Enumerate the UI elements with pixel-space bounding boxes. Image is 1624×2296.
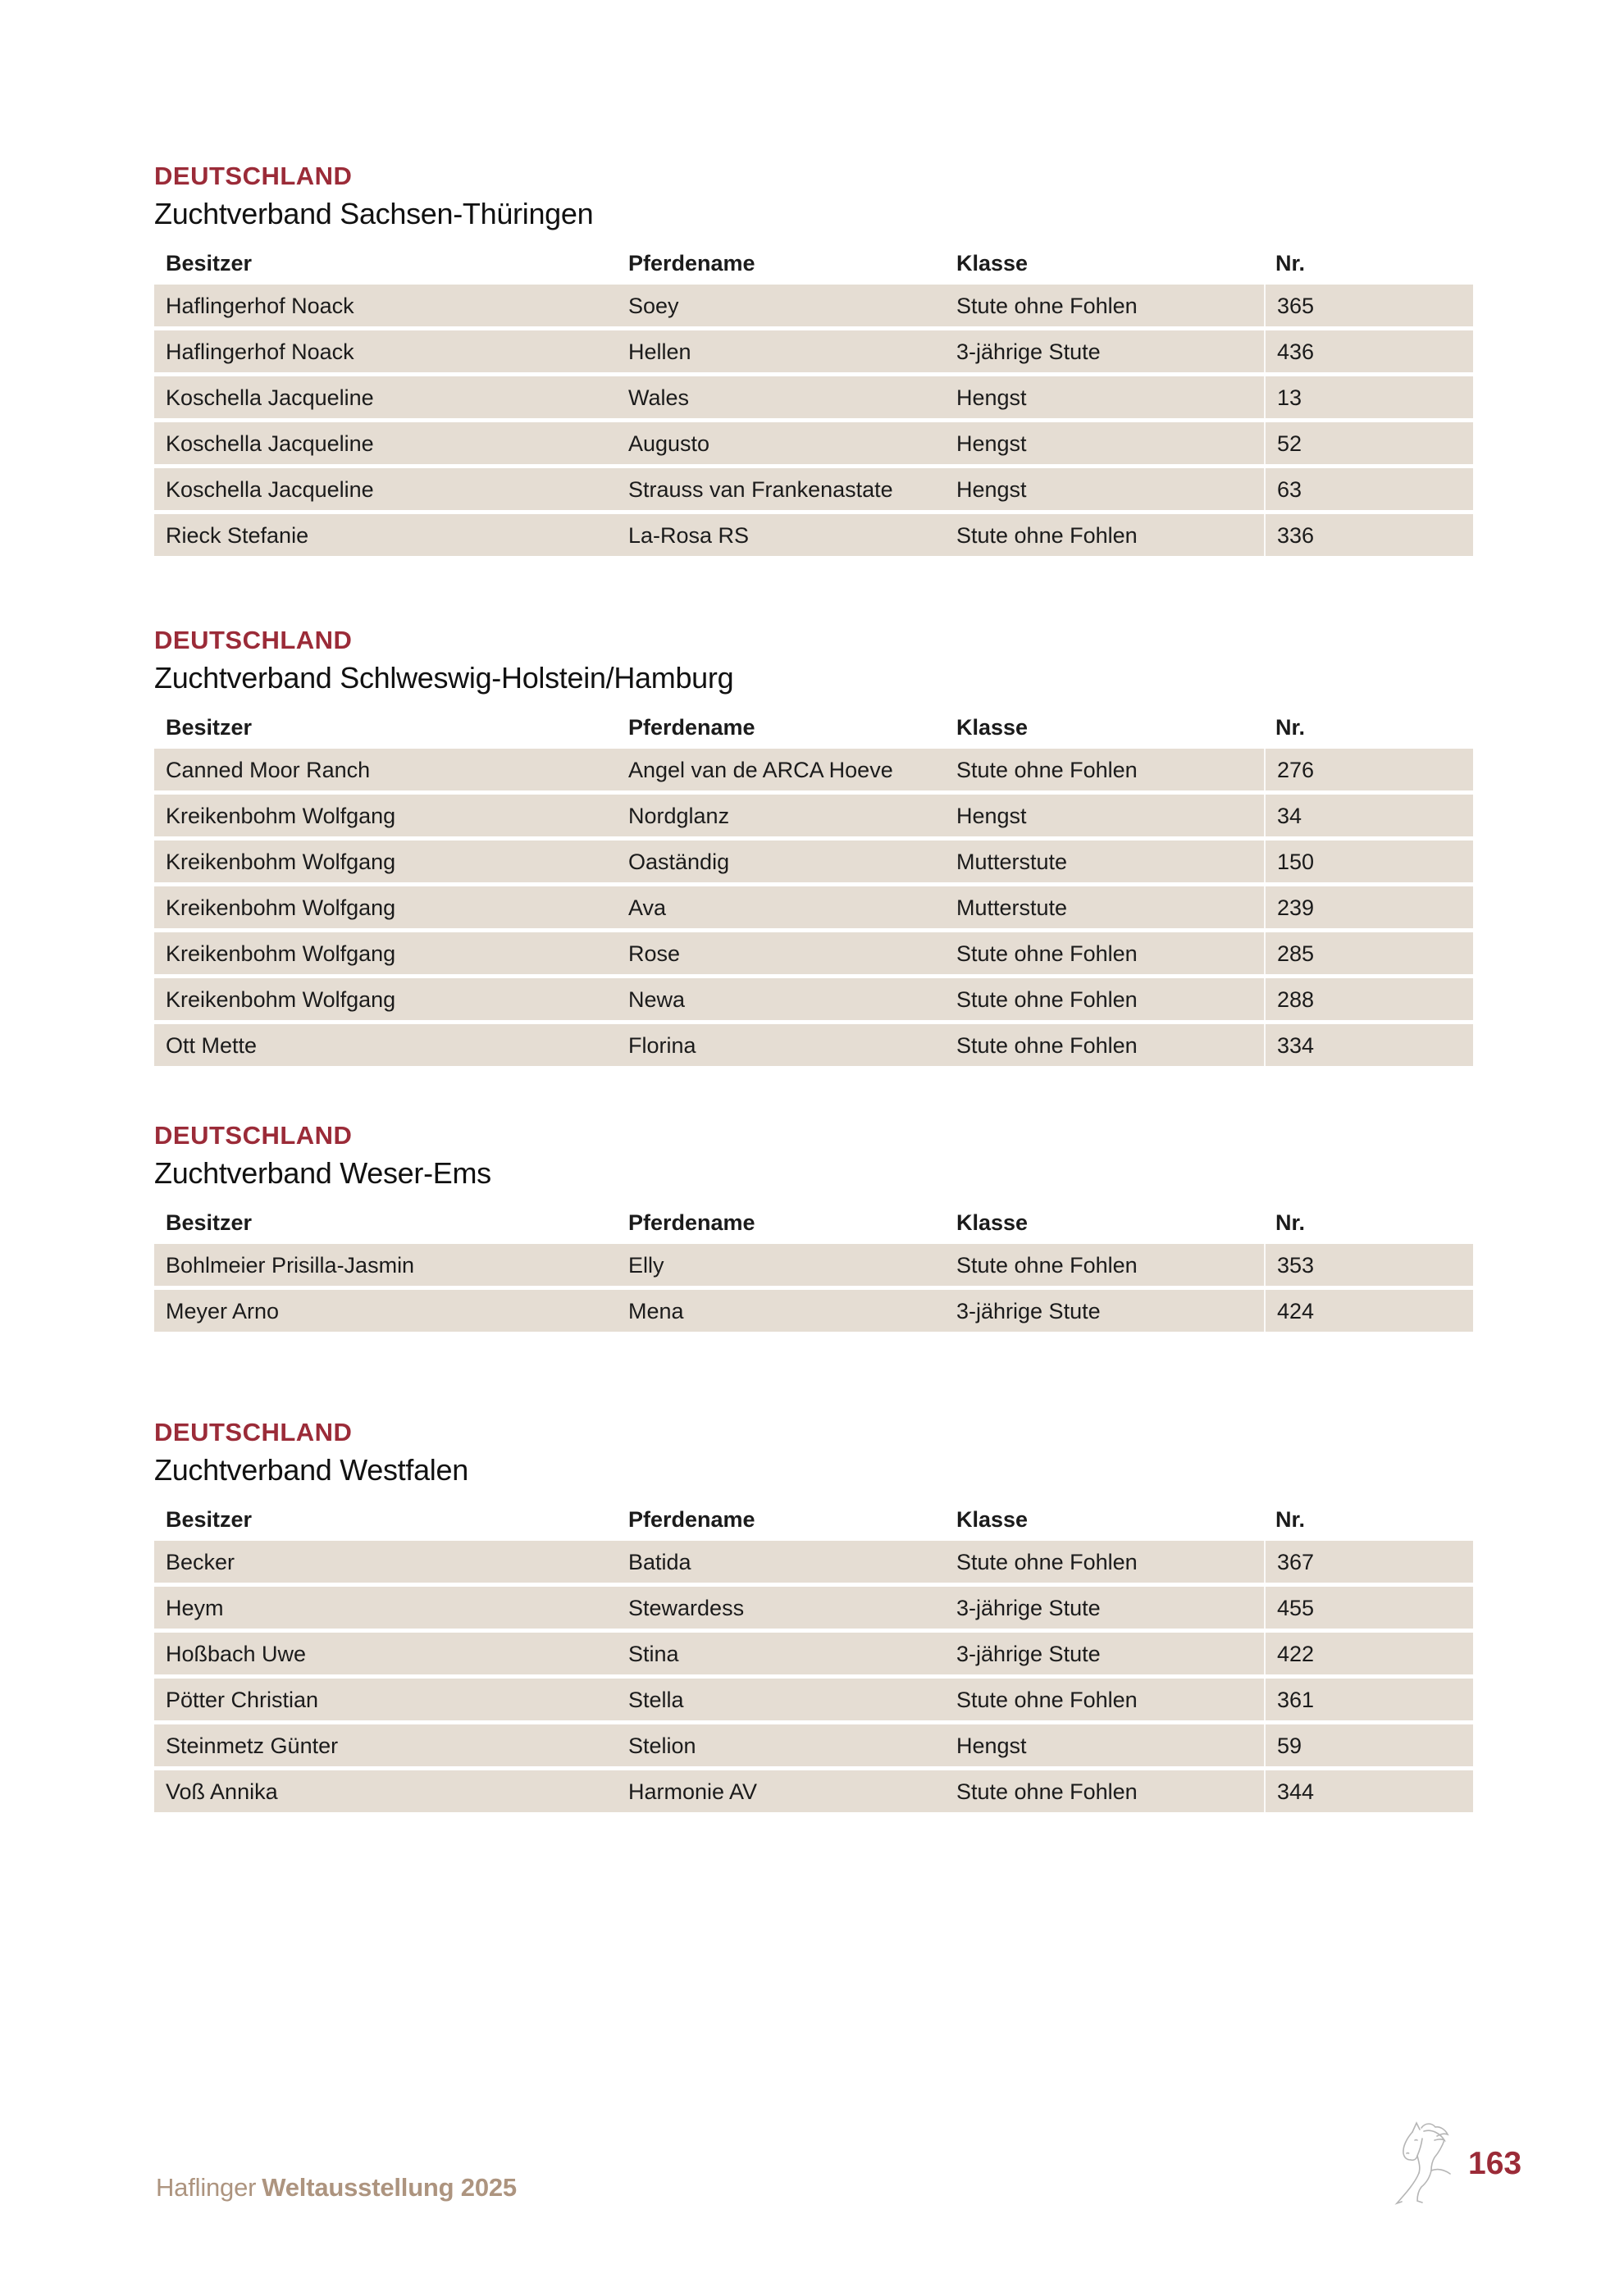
number-cell: 353 <box>1264 1244 1473 1286</box>
column-header-klasse: Klasse <box>956 251 1029 276</box>
column-header-nr: Nr. <box>1275 715 1306 740</box>
table-row <box>154 285 1473 326</box>
owner-cell: Kreikenbohm Wolfgang <box>166 895 396 920</box>
number-cell: 424 <box>1264 1290 1473 1332</box>
horse-name-cell: Augusto <box>628 430 710 456</box>
association-heading: Zuchtverband Westfalen <box>154 1453 468 1487</box>
footer-brand-bold: Weltausstellung 2025 <box>262 2173 517 2202</box>
horse-name-cell: Hellen <box>628 339 691 364</box>
table-row <box>154 795 1473 836</box>
association-heading: Zuchtverband Schlweswig-Holstein/Hamburg <box>154 661 734 695</box>
column-header-pferdename: Pferdename <box>628 715 755 740</box>
owner-cell: Ott Mette <box>166 1032 258 1058</box>
number-cell: 239 <box>1264 886 1473 928</box>
number-cell: 288 <box>1264 978 1473 1020</box>
horse-name-cell: Stelion <box>628 1733 696 1758</box>
column-header-nr: Nr. <box>1275 1507 1306 1532</box>
number-cell: 334 <box>1264 1024 1473 1066</box>
class-cell: Stute ohne Fohlen <box>956 1252 1138 1278</box>
owner-cell: Hoßbach Uwe <box>166 1641 307 1666</box>
table-body <box>154 1244 1473 1332</box>
owner-cell: Meyer Arno <box>166 1298 280 1323</box>
horse-name-cell: La-Rosa RS <box>628 522 750 548</box>
column-header-pferdename: Pferdename <box>628 1210 755 1235</box>
table-body <box>154 749 1473 1066</box>
class-cell: Stute ohne Fohlen <box>956 986 1138 1012</box>
horse-name-cell: Batida <box>628 1549 691 1574</box>
page-number: 163 <box>1468 2146 1522 2181</box>
class-cell: Stute ohne Fohlen <box>956 1032 1138 1058</box>
table-row <box>154 1633 1473 1674</box>
number-cell: 150 <box>1264 840 1473 882</box>
column-header-klasse: Klasse <box>956 1210 1029 1235</box>
class-cell: 3-jährige Stute <box>956 1641 1101 1666</box>
owner-cell: Kreikenbohm Wolfgang <box>166 849 396 874</box>
class-cell: Stute ohne Fohlen <box>956 941 1138 966</box>
owner-cell: Koschella Jacqueline <box>166 476 374 502</box>
column-header-besitzer: Besitzer <box>166 251 253 276</box>
table-row <box>154 1541 1473 1583</box>
owner-cell: Haflingerhof Noack <box>166 339 354 364</box>
table-body <box>154 285 1473 556</box>
owner-cell: Heym <box>166 1595 224 1620</box>
class-cell: Stute ohne Fohlen <box>956 757 1138 782</box>
table-row <box>154 1587 1473 1629</box>
column-header-pferdename: Pferdename <box>628 1507 755 1532</box>
table-row <box>154 1290 1473 1332</box>
class-cell: Stute ohne Fohlen <box>956 1549 1138 1574</box>
table-row <box>154 514 1473 556</box>
class-cell: Hengst <box>956 476 1027 502</box>
class-cell: Hengst <box>956 430 1027 456</box>
table-row <box>154 1679 1473 1720</box>
horse-name-cell: Mena <box>628 1298 684 1323</box>
breed-association-section <box>154 1120 1473 1332</box>
horse-name-cell: Harmonie AV <box>628 1779 758 1804</box>
table-row <box>154 749 1473 790</box>
entries-table <box>154 1209 1473 1332</box>
country-heading: DEUTSCHLAND <box>154 1121 353 1150</box>
column-header-besitzer: Besitzer <box>166 1210 253 1235</box>
entries-table <box>154 249 1473 556</box>
table-header-row <box>154 249 1473 285</box>
number-cell: 336 <box>1264 514 1473 556</box>
horse-name-cell: Stina <box>628 1641 679 1666</box>
class-cell: Stute ohne Fohlen <box>956 1779 1138 1804</box>
column-header-besitzer: Besitzer <box>166 1507 253 1532</box>
horse-name-cell: Wales <box>628 385 690 410</box>
owner-cell: Kreikenbohm Wolfgang <box>166 986 396 1012</box>
number-cell: 285 <box>1264 932 1473 974</box>
column-header-klasse: Klasse <box>956 715 1029 740</box>
country-heading: DEUTSCHLAND <box>154 626 353 654</box>
class-cell: Hengst <box>956 803 1027 828</box>
entries-table <box>154 1506 1473 1812</box>
number-cell: 63 <box>1264 468 1473 510</box>
number-cell: 59 <box>1264 1724 1473 1766</box>
owner-cell: Pötter Christian <box>166 1687 319 1712</box>
table-header-row <box>154 1506 1473 1541</box>
table-row <box>154 1724 1473 1766</box>
column-header-klasse: Klasse <box>956 1507 1029 1532</box>
column-header-nr: Nr. <box>1275 251 1306 276</box>
column-header-besitzer: Besitzer <box>166 715 253 740</box>
number-cell: 13 <box>1264 376 1473 418</box>
number-cell: 344 <box>1264 1770 1473 1812</box>
owner-cell: Kreikenbohm Wolfgang <box>166 803 396 828</box>
class-cell: Mutterstute <box>956 849 1068 874</box>
owner-cell: Bohlmeier Prisilla-Jasmin <box>166 1252 415 1278</box>
horse-name-cell: Angel van de ARCA Hoeve <box>628 757 893 782</box>
number-cell: 422 <box>1264 1633 1473 1674</box>
horse-name-cell: Elly <box>628 1252 664 1278</box>
table-row <box>154 978 1473 1020</box>
horse-name-cell: Nordglanz <box>628 803 730 828</box>
breed-association-section <box>154 1417 1473 1812</box>
entries-table <box>154 713 1473 1066</box>
horse-name-cell: Oaständig <box>628 849 730 874</box>
table-row <box>154 1770 1473 1812</box>
number-cell: 276 <box>1264 749 1473 790</box>
table-row <box>154 376 1473 418</box>
number-cell: 436 <box>1264 330 1473 372</box>
table-row <box>154 886 1473 928</box>
horse-sketch-icon <box>1393 2119 1460 2211</box>
column-header-nr: Nr. <box>1275 1210 1306 1235</box>
table-row <box>154 1024 1473 1066</box>
horse-name-cell: Soey <box>628 293 679 318</box>
owner-cell: Haflingerhof Noack <box>166 293 354 318</box>
horse-name-cell: Rose <box>628 941 681 966</box>
association-heading: Zuchtverband Weser-Ems <box>154 1156 491 1190</box>
owner-cell: Koschella Jacqueline <box>166 430 374 456</box>
catalog-sections <box>154 161 1473 1816</box>
horse-name-cell: Newa <box>628 986 686 1012</box>
class-cell: Mutterstute <box>956 895 1068 920</box>
country-heading: DEUTSCHLAND <box>154 1418 353 1446</box>
owner-cell: Steinmetz Günter <box>166 1733 339 1758</box>
class-cell: Hengst <box>956 1733 1027 1758</box>
number-cell: 365 <box>1264 285 1473 326</box>
number-cell: 34 <box>1264 795 1473 836</box>
footer-brand <box>156 2173 517 2203</box>
horse-name-cell: Florina <box>628 1032 696 1058</box>
footer-brand-regular: Haflinger <box>156 2173 257 2202</box>
table-row <box>154 932 1473 974</box>
table-row <box>154 1244 1473 1286</box>
owner-cell: Voß Annika <box>166 1779 278 1804</box>
horse-name-cell: Stewardess <box>628 1595 745 1620</box>
class-cell: 3-jährige Stute <box>956 1595 1101 1620</box>
horse-name-cell: Stella <box>628 1687 684 1712</box>
table-header-row <box>154 1209 1473 1244</box>
number-cell: 52 <box>1264 422 1473 464</box>
number-cell: 367 <box>1264 1541 1473 1583</box>
table-row <box>154 468 1473 510</box>
class-cell: Stute ohne Fohlen <box>956 1687 1138 1712</box>
owner-cell: Becker <box>166 1549 235 1574</box>
table-row <box>154 840 1473 882</box>
owner-cell: Koschella Jacqueline <box>166 385 374 410</box>
breed-association-section <box>154 161 1473 556</box>
column-header-pferdename: Pferdename <box>628 251 755 276</box>
horse-name-cell: Ava <box>628 895 667 920</box>
owner-cell: Kreikenbohm Wolfgang <box>166 941 396 966</box>
class-cell: Hengst <box>956 385 1027 410</box>
breed-association-section <box>154 625 1473 1066</box>
class-cell: Stute ohne Fohlen <box>956 522 1138 548</box>
table-header-row <box>154 713 1473 749</box>
owner-cell: Rieck Stefanie <box>166 522 309 548</box>
class-cell: Stute ohne Fohlen <box>956 293 1138 318</box>
table-row <box>154 422 1473 464</box>
number-cell: 361 <box>1264 1679 1473 1720</box>
table-row <box>154 330 1473 372</box>
table-body <box>154 1541 1473 1812</box>
horse-name-cell: Strauss van Frankenastate <box>628 476 893 502</box>
association-heading: Zuchtverband Sachsen-Thüringen <box>154 197 594 230</box>
country-heading: DEUTSCHLAND <box>154 162 353 190</box>
owner-cell: Canned Moor Ranch <box>166 757 371 782</box>
number-cell: 455 <box>1264 1587 1473 1629</box>
class-cell: 3-jährige Stute <box>956 1298 1101 1323</box>
class-cell: 3-jährige Stute <box>956 339 1101 364</box>
